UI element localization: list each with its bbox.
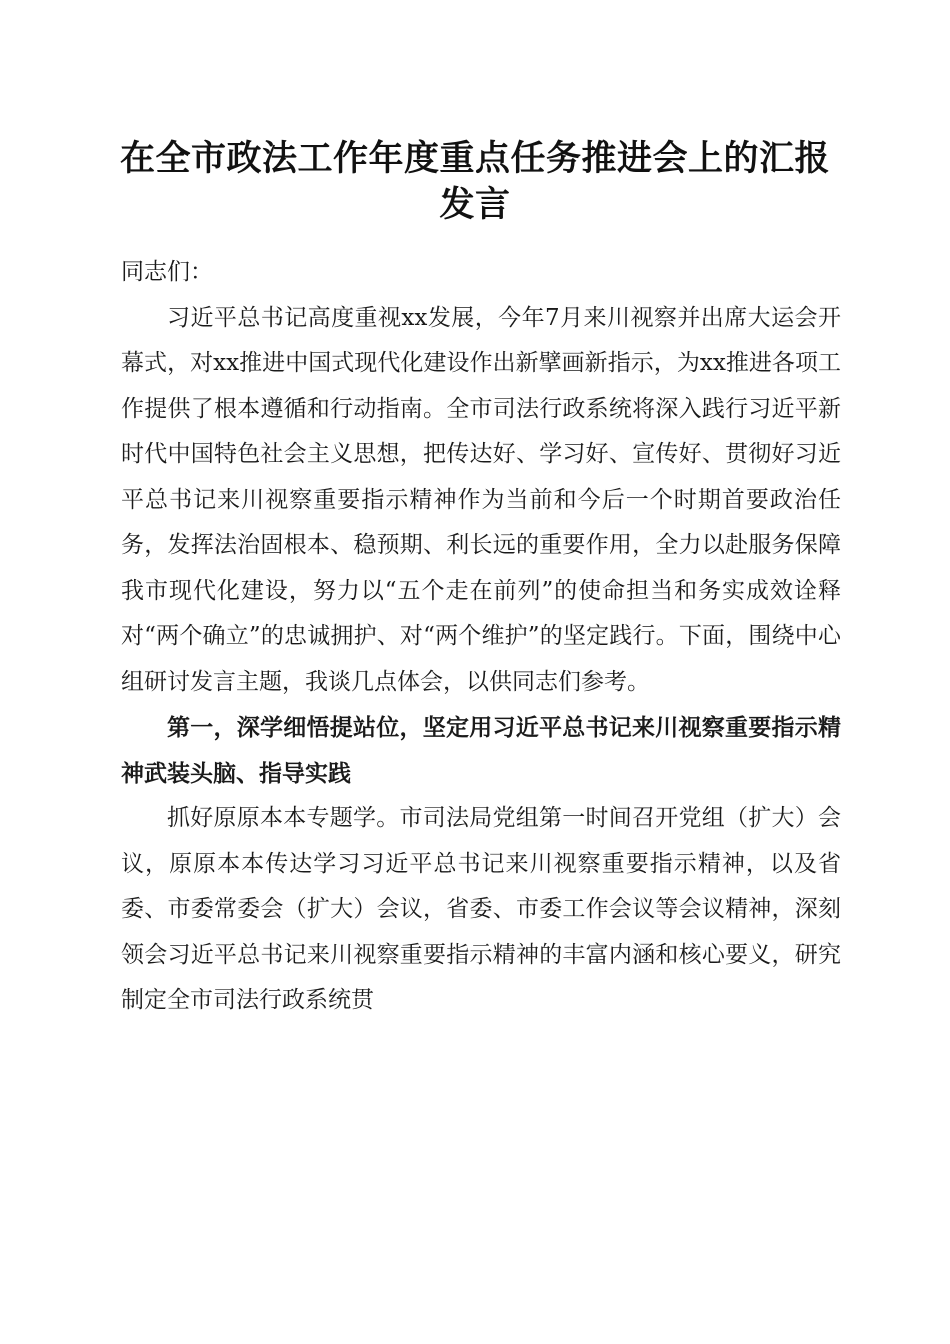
title-line-1: 在全市政法工作年度重点任务推进会上的汇报 [119,138,830,179]
section-heading-1: 第一，深学细悟提站位，坚定用习近平总书记来川视察重要指示精神武装头脑、指导实践 [121,714,841,787]
salutation: 同志们： [121,259,213,285]
title-line-2: 发言 [439,184,511,225]
document-body [121,250,841,1024]
document-title [100,136,850,228]
paragraph-section-1: 抓好原原本本专题学。市司法局党组第一时间召开党组（扩大）会议，原原本本传达学习习近平总书记来川视察重要指示精神，以及省委、市委常委会（扩大）会议，省委、市委工作会议等会议精神，深刻领会习近平总书记来川视察重要指示精神的丰富内涵和核心要义，研究制定全市司法行政系统贯 [121,805,841,1013]
paragraph-intro: 习近平总书记高度重视xx发展，今年7月来川视察并出席大运会开幕式，对xx推进中国式现代化建设作出新擘画新指示，为xx推进各项工作提供了根本遵循和行动指南。全市司法行政系统将深入践行习近平新时代中国特色社会主义思想，把传达好、学习好、宣传好、贯彻好习近平总书记来川视察重要指示精神作为当前和今后一个时期首要政治任务，发挥法治固根本、稳预期、利长远的重要作用，全力以赴服务保障我市现代化建设，努力以“五个走在前列”的使命担当和务实成效诠释对“两个确立”的忠诚拥护、对“两个维护”的坚定践行。下面，围绕中心组研讨发言主题，我谈几点体会，以供同志们参考。 [121,304,841,695]
